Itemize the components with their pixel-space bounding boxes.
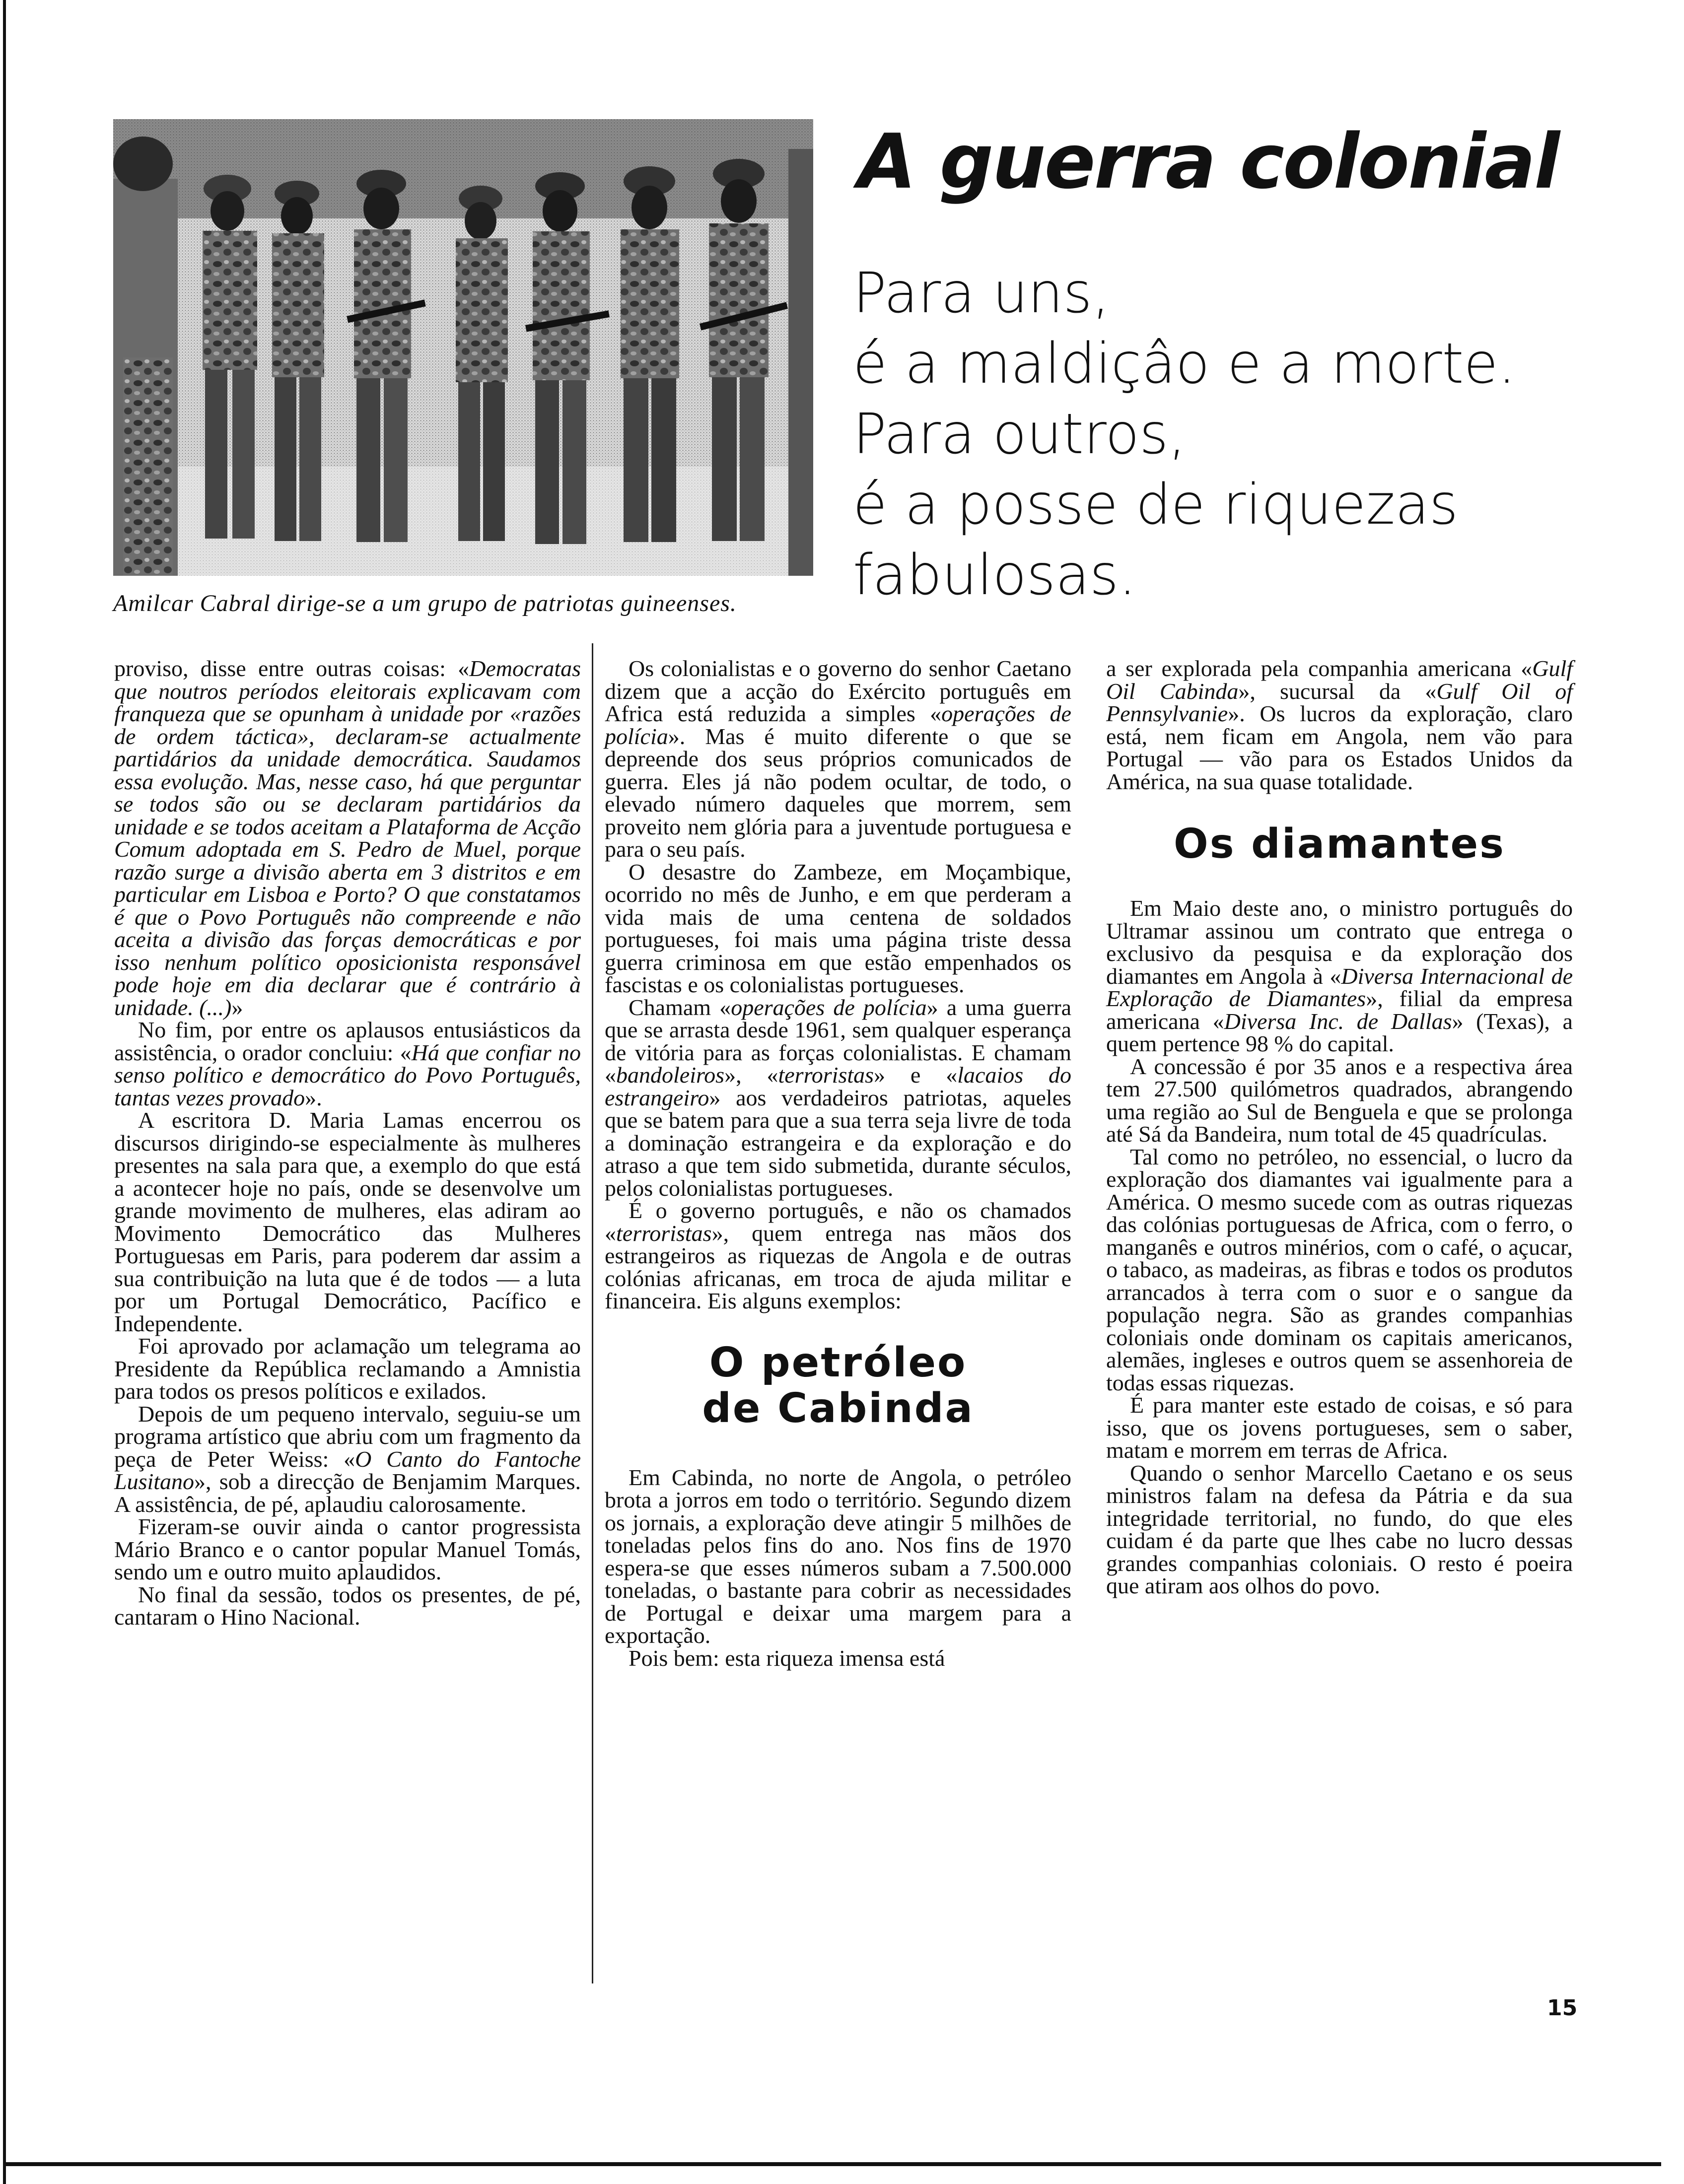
subtitle-line: é a posse de riquezas	[853, 473, 1459, 537]
page-number: 15	[1547, 1995, 1578, 2021]
paragraph: O desastre do Zambeze, em Moçambique, ocorrido no mês de Junho, e em que perderam a vida mais de uma centena de soldados portugueses, foi mais uma página triste dessa guerra criminosa em que estão empenhados os fascistas e os colonialistas portugueses.	[605, 859, 1071, 997]
headline-subtitle	[853, 258, 1667, 611]
paragraph: a ser explorada pela companhia americana «Gulf Oil Cabinda», sucursal da «Gulf Oil of Pennsylvanie». Os lucros da exploração, claro está, nem ficam em Angola, nem vão para Portugal — vão para os Estados Unidos da América, na sua quase totalidade.	[1106, 656, 1573, 794]
article-column-2	[605, 657, 1071, 1669]
paragraph: Tal como no petróleo, no essencial, o lucro da exploração dos diamantes vai igualmente para a América. O mesmo sucede com as outras riquezas das colónias portuguesas de Africa, com o ferro, o manganês e outros minérios, com o café, o açucar, o tabaco, as madeiras, as fibras e todos os produtos arrancados à terra com o suor e o sangue da população negra. São as grandes companhias coloniais onde dominam os capitais americanos, alemães, ingleses e outros quem se assenhoreia de todas essas riquezas.	[1106, 1144, 1573, 1395]
paragraph: A concessão é por 35 anos e a respectiva área tem 27.500 quilómetros quadrados, abrangendo uma região ao Sul de Benguela e que se prolonga até Sá da Bandeira, num total de 45 quadrículas.	[1106, 1053, 1573, 1147]
paragraph: É para manter este estado de coisas, e só para isso, que os jovens portugueses, sem o saber, matam e morrem em terras de Africa.	[1106, 1392, 1573, 1463]
paragraph: Chamam «operações de polícia» a uma guerra que se arrasta desde 1961, sem qualquer esperança de vitória para as forças colonialistas. E chamam «bandoleiros», «terroristas» e «lacaios do estrangeiro» aos verdadeiros patriotas, aqueles que se batem para que a sua terra seja livre de toda a dominação estrangeira e da exploração e do atraso a que tem sido submetida, durante séculos, pelos colonialistas portugueses.	[605, 994, 1072, 1201]
paragraph: Os colonialistas e o governo do senhor Caetano dizem que a acção do Exército português em Africa está reduzida a simples «operações de polícia». Mas é muito diferente o que se depreende dos seus próprios comunicados de guerra. Eles já não podem ocultar, de todo, o elevado número daqueles que morrem, sem proveito nem glória para a juventude portuguesa e para o seu país.	[605, 656, 1071, 862]
guerrilla-group-photo	[113, 119, 813, 576]
paragraph: É o governo português, e não os chamados «terroristas», quem entrega nas mãos dos estrangeiros as riquezas de Angola e de outras colónias africanas, em troca de ajuda militar e financeira. Eis alguns exemplos:	[605, 1198, 1071, 1313]
paragraph: Pois bem: esta riqueza imensa está	[629, 1645, 945, 1671]
paragraph: Fizeram-se ouvir ainda o cantor progressista Mário Branco e o cantor popular Manuel Tomás, sendo um e outro muito aplaudidos.	[114, 1514, 581, 1584]
paragraph: proviso, disse entre outras coisas: «Democratas que noutros períodos eleitorais explicavam com franqueza que se opunham à unidade por «razões de ordem táctica», declaram-se actualmente partidários da unidade democrática. Saudamos essa evolução. Mas, nesse caso, há que perguntar se todos são ou se declaram partidários da unidade e se todos aceitam a Plataforma de Acção Comum adoptada em S. Pedro de Muel, porque razão surge a divisão aberta em 3 distritos e em particular em Lisboa e Porto? O que constatamos é que o Povo Português não compreende e não aceita a divisão das forças democráticas e por isso nenhum político oposicionista responsável pode hoje em dia declarar que é contrário à unidade. (...)»	[114, 656, 581, 1020]
subtitle-line: é a maldiçâo e a morte.	[853, 332, 1516, 396]
section-heading-diamantes: Os diamantes	[1174, 820, 1505, 868]
column-divider	[592, 643, 593, 1983]
page-border-left	[3, 0, 6, 2184]
page-headline: A guerra colonial	[858, 118, 1559, 205]
paragraph: No final da sessão, todos os presentes, de pé, cantaram o Hino Nacional.	[114, 1581, 581, 1630]
photo-caption: Amilcar Cabral dirige-se a um grupo de patriotas guineenses.	[113, 590, 737, 616]
subtitle-line: fabulosas.	[853, 543, 1136, 608]
article-column-3	[1106, 657, 1573, 1597]
section-heading-petroleo: O petróleo de Cabinda	[702, 1339, 974, 1432]
subtitle-line: Para uns,	[853, 261, 1110, 326]
article-column-1	[114, 657, 581, 1629]
page-border-bottom	[3, 2162, 1661, 2166]
paragraph: Em Maio deste ano, o ministro português do Ultramar assinou um contrato que entrega o exclusivo da pesquisa e da exploração dos diamantes em Angola à «Diversa Internacional de Exploração de Diamantes», filial da empresa americana «Diversa Inc. de Dallas» (Texas), a quem pertence 98 % do capital.	[1106, 895, 1573, 1056]
paragraph: Em Cabinda, no norte de Angola, o petróleo brota a jorros em todo o território. Segundo dizem os jornais, a exploração deve atingir 5 milhões de toneladas pelos fins do ano. Nos fins de 1970 espera-se que esses números subam a 7.500.000 toneladas, o bastante para cobrir as necessidades de Portugal e deixar uma margem para a exportação.	[605, 1464, 1071, 1648]
paragraph: Depois de um pequeno intervalo, seguiu-se um programa artístico que abriu com um fragmento da peça de Peter Weiss: «O Canto do Fantoche Lusitano», sob a direcção de Benjamim Marques. A assistência, de pé, aplaudiu calorosamente.	[114, 1401, 581, 1517]
subtitle-line: Para outros,	[853, 402, 1186, 467]
paragraph: Foi aprovado por aclamação um telegrama ao Presidente da República reclamando a Amnistia para todos os presos políticos e exilados.	[114, 1333, 581, 1404]
paragraph: No fim, por entre os aplausos entusiásticos da assistência, o orador concluiu: «Há que confiar no senso político e democrático do Povo Português, tantas vezes provado».	[114, 1017, 581, 1110]
paragraph: A escritora D. Maria Lamas encerrou os discursos dirigindo-se especialmente às mulheres presentes na sala para que, a exemplo do que está a acontecer hoje no país, onde se desenvolve um grande movimento de mulheres, elas adiram ao Movimento Democrático das Mulheres Portuguesas em Paris, para poderem dar assim a sua contribuição na luta que é de todos — a luta por um Portugal Democrático, Pacífico e Independente.	[114, 1107, 581, 1336]
paragraph: Quando o senhor Marcello Caetano e os seus ministros falam na defesa da Pátria e da sua integridade territorial, no fundo, do que eles cuidam é da parte que lhes cabe no lucro dessas grandes companhias coloniais. O resto é poeira que atiram aos olhos do povo.	[1106, 1460, 1573, 1598]
